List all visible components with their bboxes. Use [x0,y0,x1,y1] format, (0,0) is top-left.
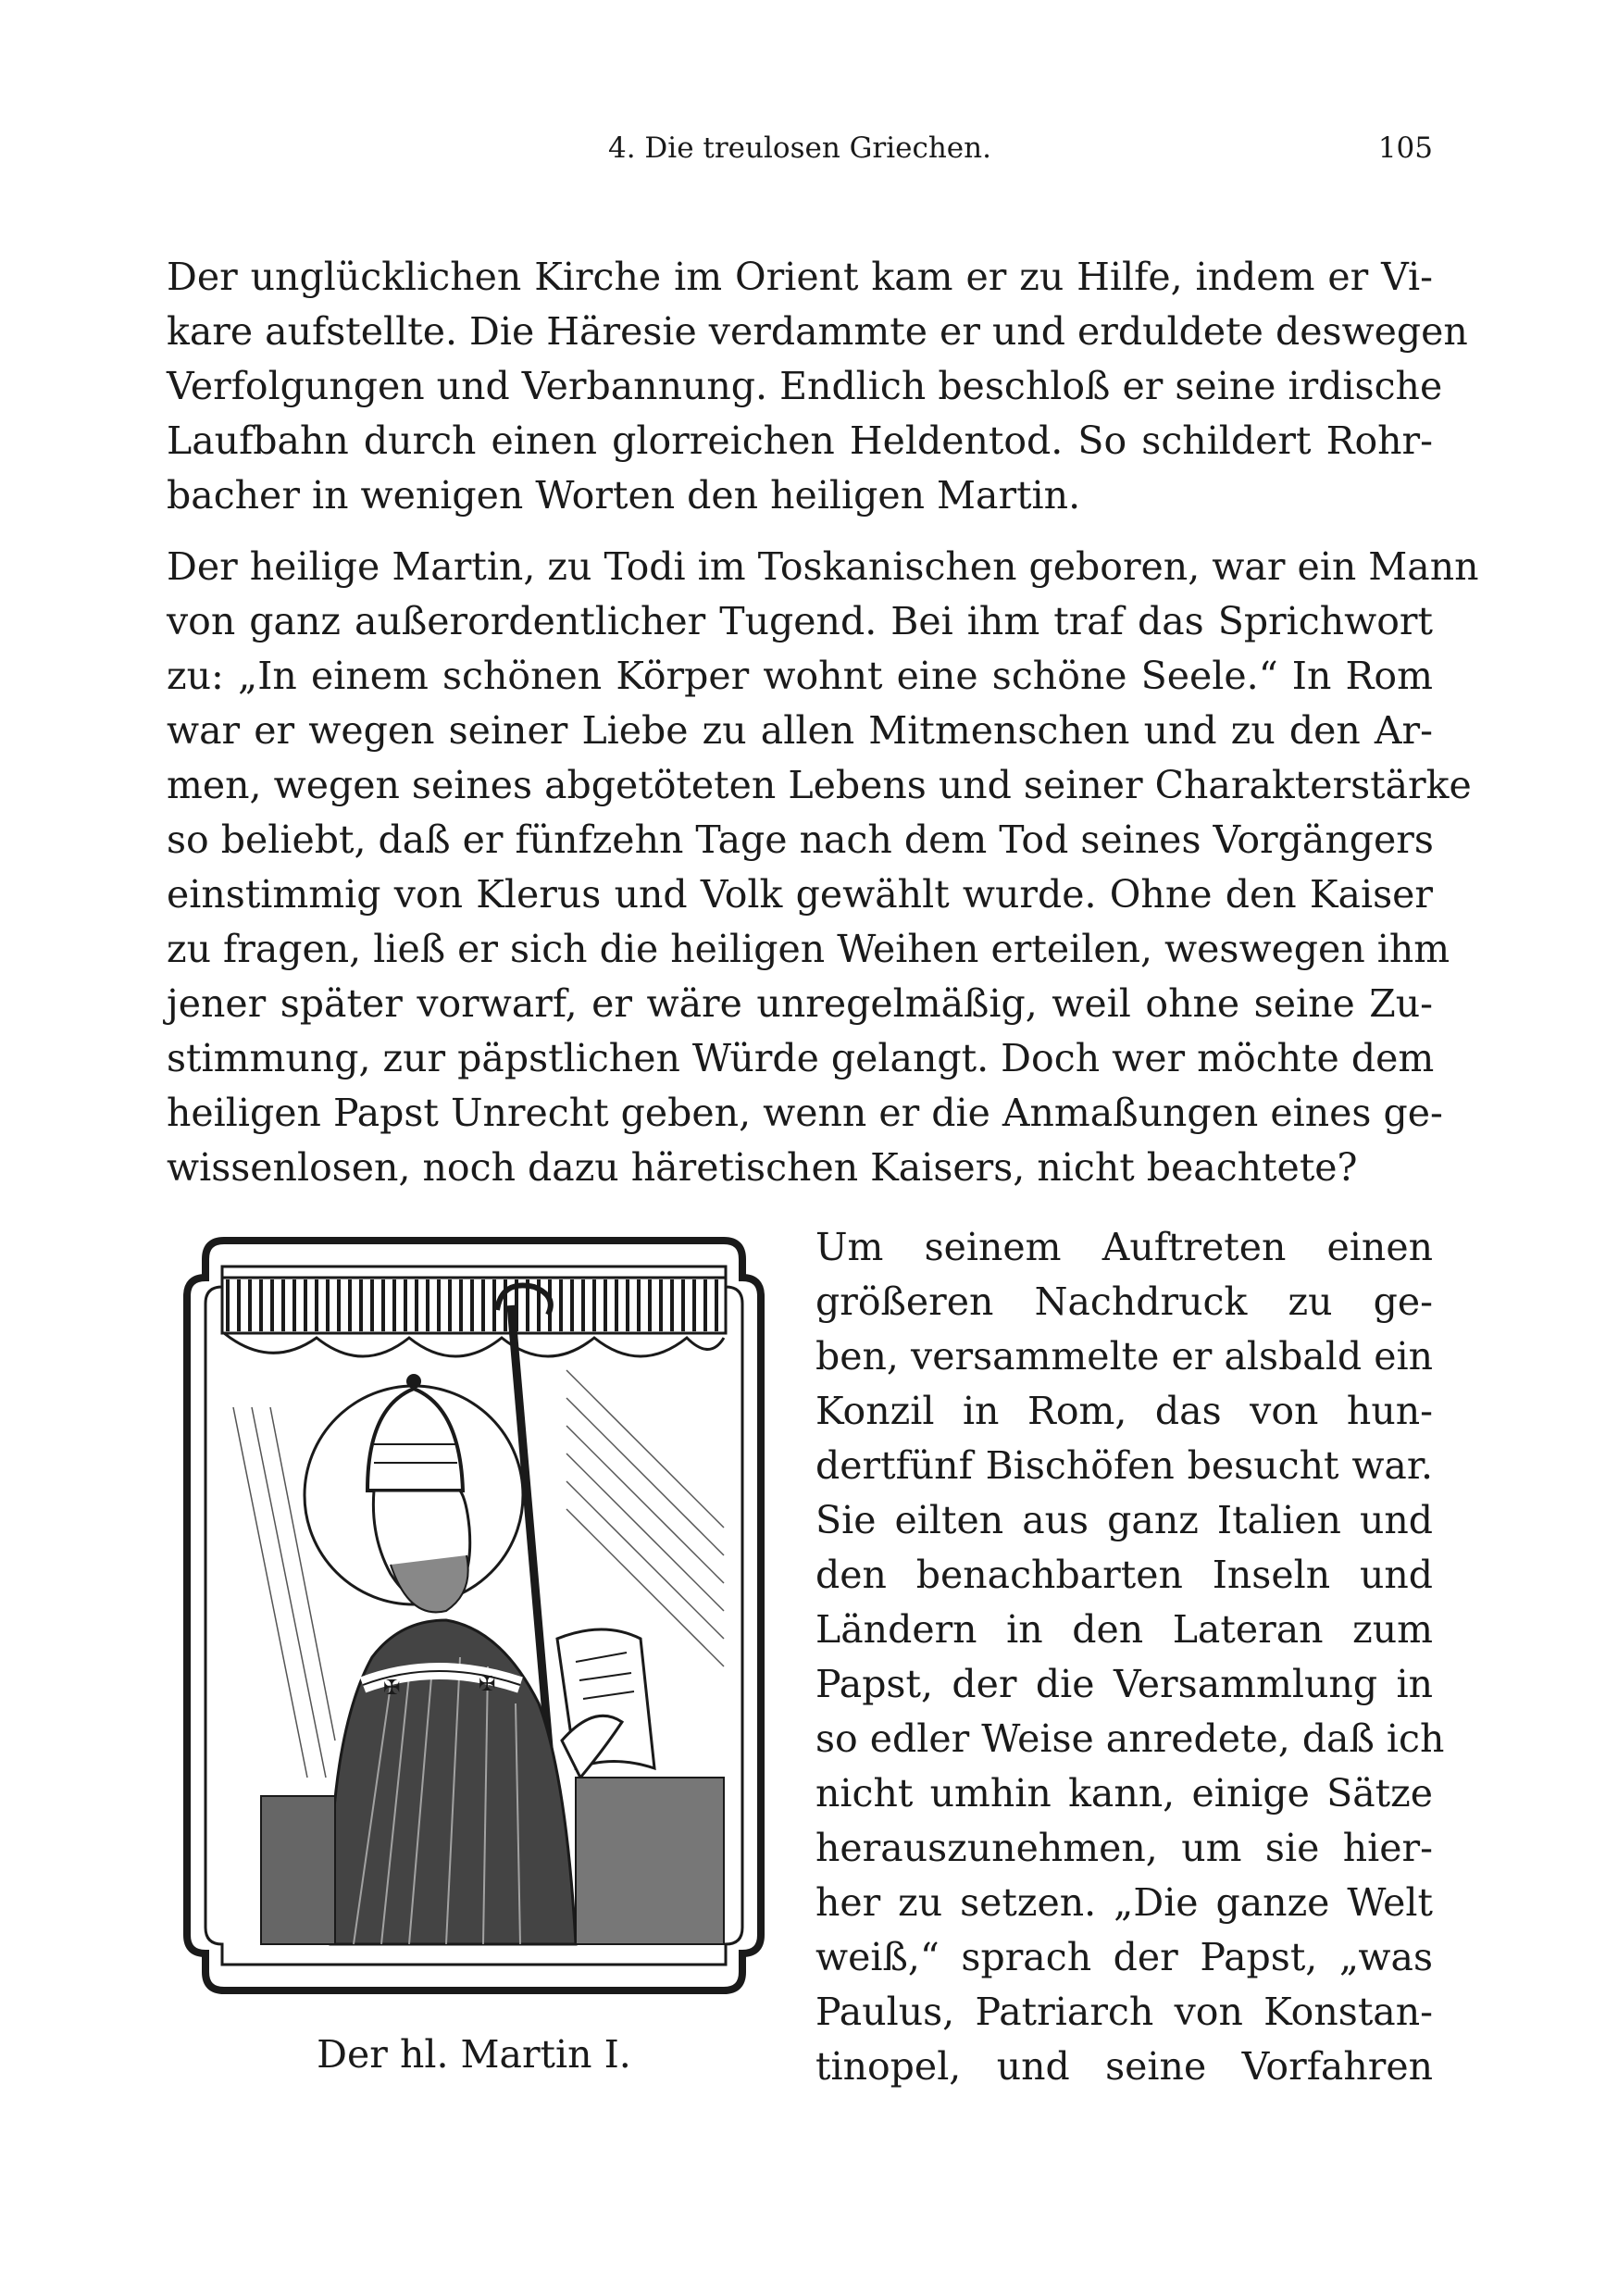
body-text-right-column [815,1220,1445,2094]
text-line: größeren Nachdruck zu ge- [815,1279,1433,1324]
text-line: Der unglücklichen Kirche im Orient kam er zu Hilfe, indem er Vi- [167,255,1433,299]
saint-portrait-illustration [168,1222,779,2009]
text-line: einstimmig von Klerus und Volk gewählt wurde. Ohne den Kaiser [167,872,1433,917]
text-line: weiß,“ sprach der Papst, „was [815,1935,1433,1979]
text-line: Sie eilten aus ganz Italien und [815,1498,1433,1542]
text-line: tinopel, und seine Vorfahren [815,2044,1433,2089]
text-line: jener später vorwarf, er wäre unregelmäßig, weil ohne seine Zu- [167,981,1433,1026]
text-line: stimmung, zur päpstlichen Würde gelangt. Doch wer möchte dem [167,1036,1435,1080]
text-line: heiligen Papst Unrecht geben, wenn er die Anmaßungen eines ge- [167,1091,1443,1135]
text-line: wissenlosen, noch dazu häretischen Kaisers, nicht beachtete? [167,1145,1358,1190]
text-line: bacher in wenigen Worten den heiligen Martin. [167,473,1081,518]
text-line: den benachbarten Inseln und [815,1553,1433,1597]
text-line: so edler Weise anredete, daß ich [815,1716,1445,1761]
figure-caption: Der hl. Martin I. [317,2032,631,2077]
text-line: Konzil in Rom, das von hun- [815,1389,1433,1433]
text-line: zu fragen, ließ er sich die heiligen Weihen erteilen, weswegen ihm [167,927,1450,971]
text-line: herauszunehmen, um sie hier- [815,1826,1433,1870]
paragraph [167,250,1468,523]
page-number: 105 [1377,131,1433,165]
text-line: von ganz außerordentlicher Tugend. Bei ihm traf das Sprichwort [167,599,1433,643]
text-line: Papst, der die Versammlung in [815,1662,1433,1706]
svg-text:✠: ✠ [479,1673,496,1696]
text-line: kare aufstellte. Die Häresie verdammte er und erduldete deswegen [167,309,1468,354]
text-line: her zu setzen. „Die ganze Welt [815,1880,1433,1925]
engraving-image [168,1222,779,2009]
body-text [167,250,1479,1212]
text-line: dertfünf Bischöfen besucht war. [815,1443,1433,1488]
text-line: Ländern in den Lateran zum [815,1607,1433,1652]
text-line: ben, versammelte er alsbald ein [815,1334,1433,1379]
text-line: Laufbahn durch einen glorreichen Heldentod. So schildert Rohr- [167,418,1433,463]
text-line: men, wegen seines abgetöteten Lebens und seiner Charakterstärke [167,763,1472,807]
text-line: zu: „In einem schönen Körper wohnt eine schöne Seele.“ In Rom [167,654,1433,698]
paragraph [167,540,1479,1195]
text-line: Paulus, Patriarch von Konstan- [815,1990,1433,2034]
running-title: 4. Die treulosen Griechen. [608,131,991,165]
text-line: Der heilige Martin, zu Todi im Toskanischen geboren, war ein Mann [167,544,1479,589]
text-line: so beliebt, daß er fünfzehn Tage nach dem Tod seines Vorgängers [167,817,1434,862]
svg-text:✠: ✠ [383,1677,401,1700]
text-line: war er wegen seiner Liebe zu allen Mitmenschen und zu den Ar- [167,708,1433,753]
text-line: Um seinem Auftreten einen [815,1225,1433,1269]
running-header [167,131,1433,178]
text-line: Verfolgungen und Verbannung. Endlich beschloß er seine irdische [167,364,1443,408]
text-line: nicht umhin kann, einige Sätze [815,1771,1433,1816]
